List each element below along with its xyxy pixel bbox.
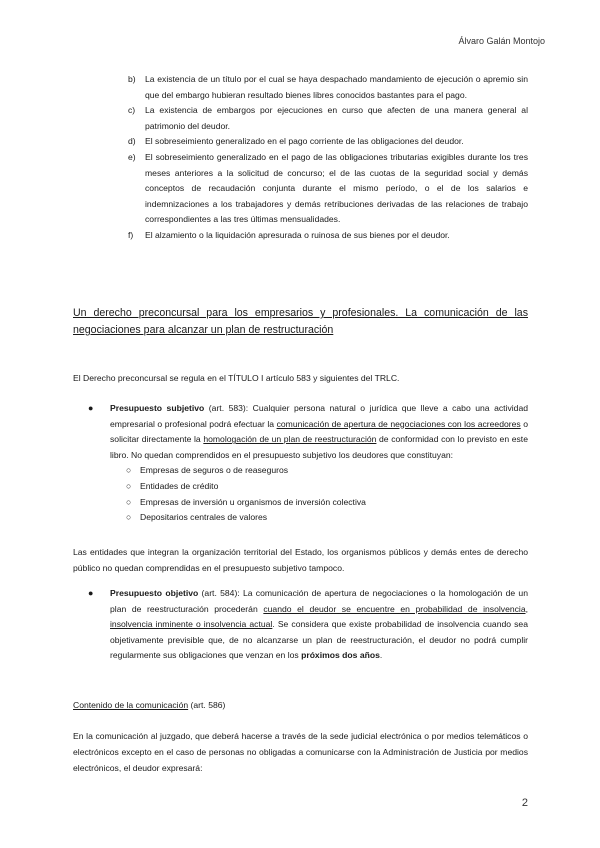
excluded-item bbox=[88, 495, 528, 511]
list-item-label: f) bbox=[128, 229, 134, 240]
content-heading-link: Contenido de la comunicación bbox=[73, 700, 189, 710]
list-item-text: La existencia de embargos por ejecuciones en curso que afecten de una manera general al patrimonio del deudor. bbox=[145, 105, 528, 131]
list-item bbox=[128, 150, 528, 228]
circle-bullet-icon: ○ bbox=[126, 496, 132, 507]
bullet-icon: ● bbox=[88, 588, 94, 598]
circle-bullet-icon: ○ bbox=[126, 480, 132, 491]
subjective-paragraph bbox=[88, 401, 528, 463]
list-item bbox=[128, 134, 528, 150]
excluded-item-text: Empresas de inversión u organismos de inversión colectiva bbox=[140, 496, 366, 507]
subjective-heading: Presupuesto subjetivo bbox=[110, 403, 205, 413]
objective-block bbox=[88, 586, 528, 664]
list-item-text: El sobreseimiento generalizado en el pago corriente de las obligaciones del deudor. bbox=[145, 136, 464, 147]
final-paragraph: En la comunicación al juzgado, que deberá hacerse a través de la sede judicial electrónica o por medios telemáticos o electrónicos excepto en el caso de personas no obligadas a comunicarse con la Administración de Justicia por medios electrónicos, el deudor expresará: bbox=[73, 731, 528, 773]
objective-heading: Presupuesto objetivo bbox=[110, 588, 199, 598]
list-item bbox=[128, 228, 528, 244]
excluded-item bbox=[88, 479, 528, 495]
excluded-item-text: Empresas de seguros o de reaseguros bbox=[140, 465, 289, 476]
content-heading-ref: (art. 586) bbox=[188, 700, 226, 710]
list-item-label: b) bbox=[128, 74, 136, 84]
excluded-item-text: Entidades de crédito bbox=[140, 480, 219, 491]
subjective-mid: o solicitar directamente la bbox=[110, 418, 528, 445]
bullet-icon: ● bbox=[88, 403, 94, 413]
list-item bbox=[128, 72, 528, 103]
subjective-block bbox=[88, 401, 528, 526]
lettered-list bbox=[128, 72, 528, 244]
section-title: Un derecho preconcursal para los empresarios y profesionales. La comunicación de las negociaciones para alcanzar un plan de restructuración bbox=[73, 307, 528, 336]
list-item-label: e) bbox=[128, 151, 136, 162]
header-author: Álvaro Galán Montojo bbox=[458, 36, 545, 46]
page-number: 2 bbox=[521, 797, 528, 809]
homologation-link: homologación de un plan de reestructuración bbox=[203, 434, 377, 445]
circle-bullet-icon: ○ bbox=[126, 512, 132, 523]
objective-ref: (art. 584): La comunicación de apertura de negociaciones o la homologación de un plan de reestructuración procederán bbox=[110, 588, 528, 614]
list-item-label: d) bbox=[128, 136, 136, 147]
subjective-ref: (art. 583): Cualquier persona natural o jurídica que lleve a cabo una actividad empresarial o profesional podrá efectuar la bbox=[110, 403, 529, 429]
objective-paragraph bbox=[88, 586, 528, 664]
objective-bold: próximos dos años bbox=[301, 650, 380, 661]
insolvency-link: cuando el deudor se encuentre en probabilidad de insolvencia, insolvencia inminente o insolvencia actual bbox=[110, 603, 529, 630]
excluded-item bbox=[88, 510, 528, 526]
objective-mid: . Se considera que existe probabilidad de insolvencia cuando sea objetivamente previsible que, de no alcanzarse un plan de reestructuración, el deudor no podrá cumplir regularmente sus obligaciones que venzan en los bbox=[110, 619, 528, 661]
excluded-list bbox=[88, 463, 528, 525]
excluded-item bbox=[88, 463, 528, 479]
list-item-text: El sobreseimiento generalizado en el pago de las obligaciones tributarias exigibles durante los tres meses anteriores a la solicitud de concurso; el de las cuotas de la seguridad social y demás conceptos de recaudación conjunta durante el mismo período, o el de los salarios e indemnizaciones a los trabajadores y demás retribuciones derivadas de las relaciones de trabajo correspondientes a las tres últimas mensualidades. bbox=[145, 151, 528, 225]
list-item-label: c) bbox=[128, 105, 136, 116]
list-item bbox=[128, 103, 528, 134]
objective-end: . bbox=[379, 650, 383, 661]
subjective-end: de conformidad con lo previsto en este libro. No quedan comprendidos en el presupuesto subjetivo los deudores que constituyan: bbox=[110, 434, 528, 460]
public-entities-paragraph: Las entidades que integran la organización territorial del Estado, los organismos públicos y demás entes de derecho público no quedan comprendidas en el presupuesto subjetivo tampoco. bbox=[73, 547, 528, 573]
list-item-text: La existencia de un título por el cual se haya despachado mandamiento de ejecución o apremio sin que del embargo hubieran resultado bienes libres conocidos bastantes para el pago. bbox=[145, 74, 528, 100]
list-item-text: El alzamiento o la liquidación apresurada o ruinosa de sus bienes por el deudor. bbox=[145, 229, 450, 240]
excluded-item-text: Depositarios centrales de valores bbox=[140, 512, 268, 523]
negotiations-link: comunicación de apertura de negociaciones con los acreedores bbox=[276, 418, 521, 429]
intro-paragraph: El Derecho preconcursal se regula en el TÍTULO I artículo 583 y siguientes del TRLC. bbox=[73, 373, 400, 383]
content-heading bbox=[73, 700, 225, 710]
circle-bullet-icon: ○ bbox=[126, 465, 132, 476]
